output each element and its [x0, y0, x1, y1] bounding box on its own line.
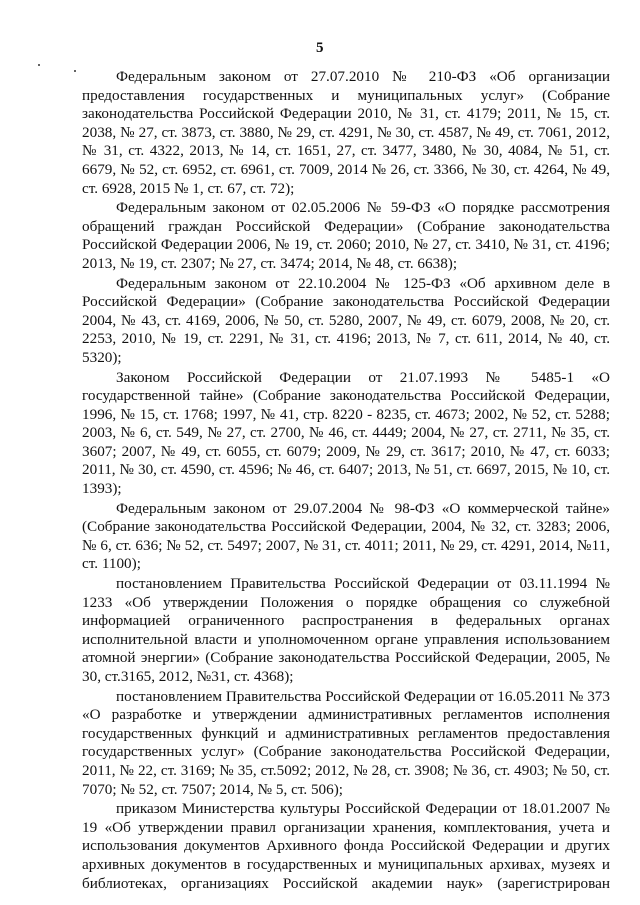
scan-speck	[38, 64, 40, 66]
document-body	[82, 68, 610, 894]
paragraph-law-59-fz: Федеральным законом от 02.05.2006 № 59-ФЗ «О порядке рассмотрения обращений граждан Российской Федерации» (Собрание законодательства Российской Федерации 2006, № 19, ст. 2060; 2010, № 27, ст. 3410, № 31, ст. 4196; 2013, № 19, ст. 2307; № 27, ст. 3474; 2014, № 48, ст. 6638);	[82, 199, 610, 272]
paragraph-resolution-373: постановлением Правительства Российской Федерации от 16.05.2011 № 373 «О разработке и утверждении административных регламентов исполнения государственных функций и административных регламентов предоставления государственных услуг» (Собрание законодательства Российской Федерации, 2011, № 22, ст. 3169; № 35, ст.5092; 2012, № 28, ст. 3908; № 36, ст. 4903; № 50, ст. 7070; № 52, ст. 7507; 2014, № 5, ст. 506);	[82, 687, 610, 798]
paragraph-law-5485-1: Законом Российской Федерации от 21.07.1993 № 5485-1 «О государственной тайне» (Собрание законодательства Российской Федерации, 1996, № 15, ст. 1768; 1997, № 41, стр. 8220 - 8235, ст. 4673; 2002, № 52, ст. 5288; 2003, № 6, ст. 549, № 27, ст. 2700, № 46, ст. 4449; 2004, № 27, ст. 2711, № 35, ст. 3607; 2007, № 49, ст. 6055, ст. 6079; 2009, № 29, ст. 3617; 2010, № 47, ст. 6033; 2011, № 30, ст. 4590, ст. 4596; № 46, ст. 6407; 2013, № 51, ст. 6697, 2015, № 10, ст. 1393);	[82, 368, 610, 498]
scan-speck	[74, 70, 76, 72]
paragraph-law-98-fz: Федеральным законом от 29.07.2004 № 98-ФЗ «О коммерческой тайне» (Собрание законодательства Российской Федерации, 2004, № 32, ст. 3283; 2006, № 6, ст. 636; № 52, ст. 5497; 2007, № 31, ст. 4011; 2011, № 29, ст. 4291, 2014, №11, ст. 1100);	[82, 499, 610, 573]
paragraph-law-125-fz: Федеральным законом от 22.10.2004 № 125-ФЗ «Об архивном деле в Российской Федерации» (Собрание законодательства Российской Федерации 2004, № 43, ст. 4169, 2006, № 50, ст. 5280, 2007, № 49, ст. 6079, 2008, № 20, ст. 2253, 2010, № 19, ст. 2291, № 31, ст. 4196; 2013, № 7, ст. 611, 2014, № 40, ст. 5320);	[82, 274, 610, 366]
paragraph-order-19: приказом Министерства культуры Российской Федерации от 18.01.2007 № 19 «Об утверждении правил организации хранения, комплектования, учета и использования документов Архивного фонда Российской Федерации и других архивных документов в государственных и муниципальных архивах, музеях и библиотеках, организациях Российской академии наук» (зарегистрирован	[82, 800, 610, 892]
paragraph-law-210-fz: Федеральным законом от 27.07.2010 № 210-ФЗ «Об организации предоставления государственных и муниципальных услуг» (Собрание законодательства Российской Федерации 2010, № 31, ст. 4179; 2011, № 15, ст. 2038, № 27, ст. 3873, ст. 3880, № 29, ст. 4291, № 30, ст. 4587, № 49, ст. 7061, 2012, № 31, ст. 4322, 2013, № 14, ст. 1651, 27, ст. 3477, 3480, № 30, 4084, № 51, ст. 6679, № 52, ст. 6952, ст. 6961, ст. 7009, 2014 № 26, ст. 3366, № 30, ст. 4264, № 49, ст. 6928, 2015 № 1, ст. 67, ст. 72);	[82, 68, 610, 197]
page-number: 5	[316, 40, 324, 56]
paragraph-resolution-1233: постановлением Правительства Российской Федерации от 03.11.1994 № 1233 «Об утверждении Положения о порядке обращения со служебной информацией ограниченного распространения в федеральных органах исполнительной власти и уполномоченном органе управления использованием атомной энергии» (Собрание законодательства Российской Федерации, 2005, № 30, ст.3165, 2012, №31, ст. 4368);	[82, 575, 610, 685]
